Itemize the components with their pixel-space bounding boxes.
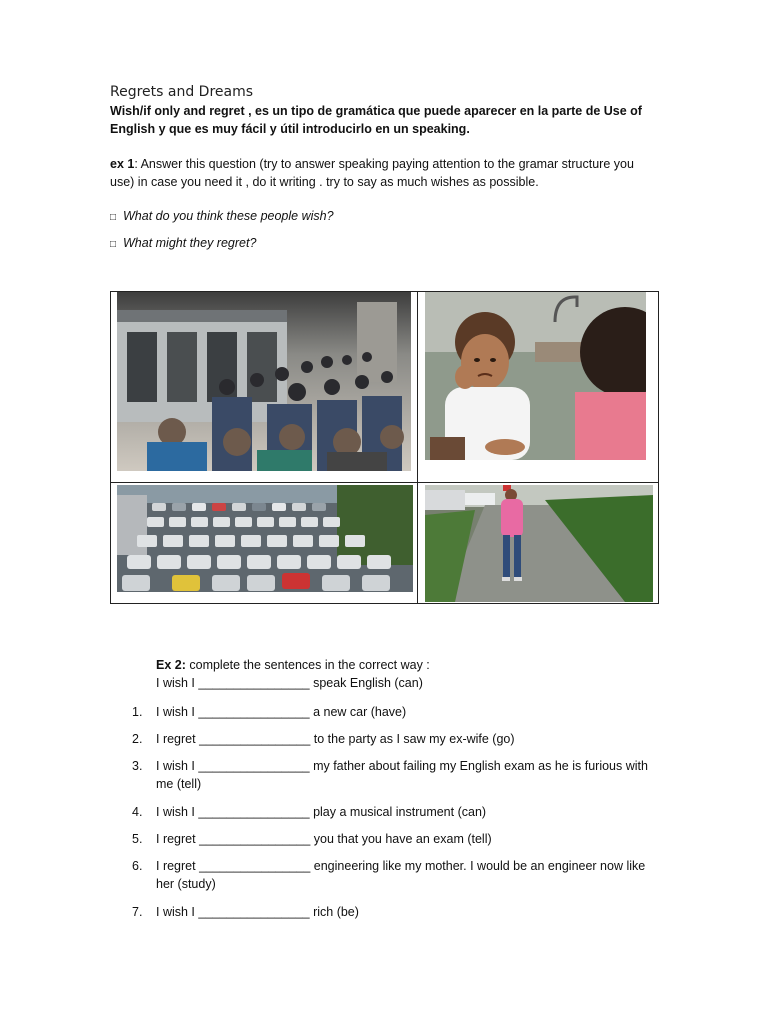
list-number: 3. — [132, 759, 143, 773]
exercise-2-example: I wish I ________________ speak English (can) — [156, 676, 423, 690]
woman-in-rain-photo — [425, 485, 653, 602]
question-1 — [110, 209, 334, 223]
intro-paragraph: Wish/if only and regret , es un tipo de gramática que puede aparecer en la parte de Use of English y que es muy fácil y útil introducirlo en un speaking. — [110, 104, 642, 136]
sad-child-photo — [425, 292, 646, 460]
question-2-text: What might they regret? — [123, 236, 257, 250]
list-number: 1. — [132, 705, 143, 719]
list-number: 4. — [132, 805, 143, 819]
list-text: I wish I ________________ a new car (have) — [156, 705, 407, 719]
question-1-text: What do you think these people wish? — [123, 209, 334, 223]
exercise-2-label: Ex 2: — [156, 658, 186, 672]
exercise-2-instructions — [156, 658, 430, 672]
exercise-1-text: : Answer this question (try to answer speaking paying attention to the gramar structure you use) in case you need it , do it writing . try to say as much wishes as possible. — [110, 157, 634, 189]
list-text: I wish I ________________ rich (be) — [156, 905, 359, 919]
exercise-1-instructions — [110, 155, 655, 191]
photo-table — [110, 291, 659, 604]
list-text: I wish I ________________ my father about failing my English exam as he is furious with me (tell) — [156, 759, 648, 791]
exercise-2-text: complete the sentences in the correct way : — [185, 658, 430, 672]
list-number: 2. — [132, 732, 143, 746]
exercise-1-label: ex 1 — [110, 157, 135, 171]
table-divider-vertical — [417, 292, 418, 603]
checkbox-bullet-icon: □ — [110, 212, 117, 223]
list-text: I wish I ________________ play a musical instrument (can) — [156, 805, 487, 819]
crowded-train-platform-photo — [117, 292, 411, 471]
list-text: I regret ________________ to the party as I saw my ex-wife (go) — [156, 732, 515, 746]
list-number: 7. — [132, 905, 143, 919]
document-title: Regrets and Dreams — [110, 84, 254, 100]
list-number: 6. — [132, 859, 143, 873]
question-2 — [110, 236, 256, 250]
list-text: I regret ________________ you that you have an exam (tell) — [156, 832, 492, 846]
checkbox-bullet-icon: □ — [110, 239, 117, 250]
table-divider-horizontal — [111, 482, 658, 483]
list-number: 5. — [132, 832, 143, 846]
traffic-jam-photo — [117, 485, 413, 592]
list-text: I regret ________________ engineering like my mother. I would be an engineer now like her (study) — [156, 859, 646, 891]
